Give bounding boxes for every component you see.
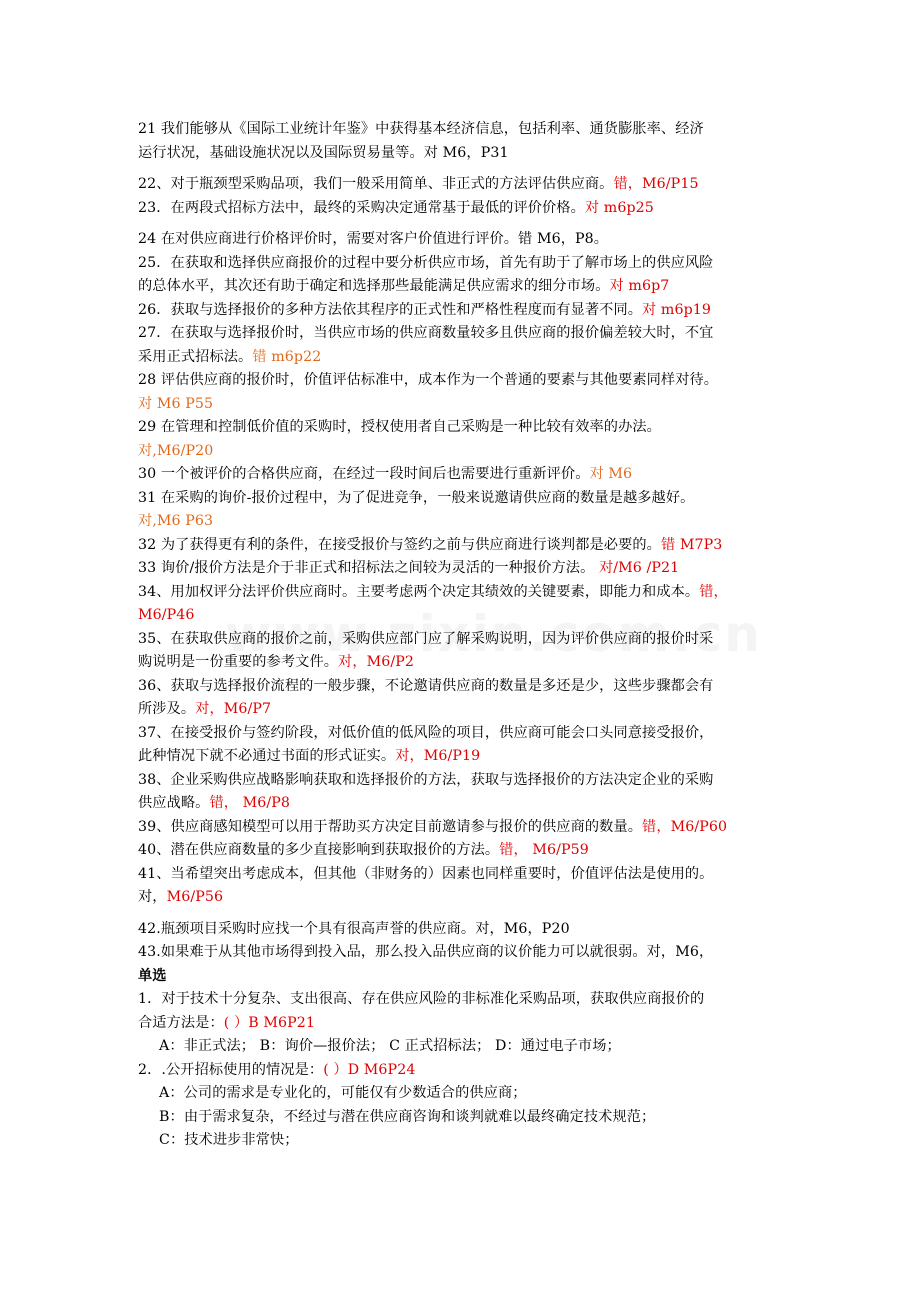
text-line [138,1082,788,1106]
line-text: 40、潜在供应商数量的多少直接影响到获取报价的方法。 [138,842,500,858]
line-text: 23．在两段式招标方法中，最终的采购决定通常基于最低的评价价格。 [138,199,585,216]
line-text: 的总体水平，其次还有助于确定和选择那些最能满足供应需求的细分市场。 [138,278,610,294]
paragraph-gap [138,910,788,918]
answer-mark: 对,M6 P63 [138,513,214,529]
text-line [138,463,788,487]
text-line [138,675,788,699]
line-text: A：公司的需求是专业化的，可能仅有少数适合的供应商； [159,1085,527,1101]
line-text: C：技术进步非常快； [159,1132,299,1148]
line-text: 22、对于瓶颈型采购品项，我们一般采用简单、非正式的方法评估供应商。 [138,176,614,192]
line-text: A：非正式法； B：询价—报价法； C 正式招标法； D：通过电子市场； [159,1038,621,1054]
answer-mark: 对 M6 P55 [138,395,214,412]
line-text: 28 评估供应商的报价时，价值评估标准中，成本作为一个普通的要素与其他要素同样对待。 [138,372,719,388]
text-line [138,487,788,511]
line-text: 36、获取与选择报价流程的一般步骤，不论邀请供应商的数量是多还是少，这些步骤都会有 [138,677,714,694]
line-text: 37、在接受报价与签约阶段，对低价值的低风险的项目，供应商可能会口头同意接受报价， [138,724,714,741]
line-text: 31 在采购的询价-报价过程中，为了促进竞争，一般来说邀请供应商的数量是越多越好。 [138,489,695,506]
answer-mark: 对/M6 /P21 [598,560,680,576]
paragraph-gap [138,220,788,228]
answer-mark: 错， M6/P8 [209,795,291,811]
line-text: 合适方法是： [138,1014,224,1031]
line-text: 此种情况下就不必通过书面的形式证实。 [138,748,396,764]
text-line [138,557,788,581]
text-line [138,118,788,142]
text-line [138,228,788,252]
line-text: 43.如果难于从其他市场得到投入品，那么投入品供应商的议价能力可以就很弱。对，M6， [138,944,714,960]
text-line [138,440,788,464]
text-line [138,965,788,989]
line-text: 30 一个被评价的合格供应商，在经过一段时间后也需要进行重新评价。 [138,466,590,482]
line-text: 29 在管理和控制低价值的采购时，授权使用者自己采购是一种比较有效率的办法。 [138,419,661,435]
text-line [138,252,788,276]
answer-mark: 对,M6/P20 [138,442,214,459]
text-line [138,1059,788,1083]
line-text: 运行状况，基础设施状况以及国际贸易量等。对 M6，P31 [138,144,509,161]
answer-mark: 错 m6p22 [252,348,322,365]
text-line [138,918,788,942]
paragraph-gap [138,165,788,173]
text-line [138,142,788,166]
line-text: 采用正式招标法。 [138,348,253,365]
line-text: 1．对于技术十分复杂、支出很高、存在供应风险的非标准化采购品项，获取供应商报价的 [138,991,705,1007]
answer-mark: 错，M6/P60 [642,818,728,835]
text-line [138,416,788,440]
text-line [138,941,788,965]
line-text: 25．在获取和选择供应商报价的过程中要分析供应市场，首先有助于了解市场上的供应风险 [138,254,714,271]
line-text: 供应战略。 [138,795,210,811]
text-line [138,173,788,197]
text-line [138,197,788,221]
text-line [138,1106,788,1130]
text-line [138,698,788,722]
answer-mark: 错 M7P3 [660,536,723,553]
answer-mark: 对，M6/P7 [195,701,272,717]
answer-mark: 错， M6/P59 [499,842,589,858]
text-line [138,886,788,910]
line-text: B：由于需求复杂，不经过与潜在供应商咨询和谈判就难以最终确定技术规范； [159,1108,656,1125]
text-line [138,1035,788,1059]
text-line [138,534,788,558]
text-line [138,816,788,840]
text-line [138,581,788,605]
answer-mark: 对，M6/P2 [338,654,415,670]
answer-mark: 对 M6 [589,466,633,482]
answer-mark: 对 m6p19 [642,301,712,318]
text-line [138,792,788,816]
section-heading: 单选 [138,967,167,984]
line-text: 39、供应商感知模型可以用于帮助买方决定目前邀请参与报价的供应商的数量。 [138,818,643,835]
answer-mark: 对 m6p7 [609,278,670,294]
answer-mark: ( ）D M6P24 [323,1061,416,1078]
line-text: 26．获取与选择报价的多种方法依其程序的正式性和严格性程度而有显著不同。 [138,301,643,318]
text-line [138,745,788,769]
text-line [138,604,788,628]
answer-mark: M6/P56 [166,889,224,905]
answer-mark: ( ）B M6P21 [223,1014,316,1031]
text-line [138,628,788,652]
document-body [138,118,788,1153]
line-text: 34、用加权评分法评价供应商时。主要考虑两个决定其绩效的关键要素，即能力和成本。 [138,583,700,600]
text-line [138,863,788,887]
text-line [138,1012,788,1036]
text-line [138,299,788,323]
line-text: 21 我们能够从《国际工业统计年鉴》中获得基本经济信息，包括利率、通货膨胀率、经济 [138,121,704,137]
text-line [138,510,788,534]
answer-mark: M6/P46 [138,607,195,623]
line-text: 购说明是一份重要的参考文件。 [138,654,339,670]
line-text: 32 为了获得更有利的条件，在接受报价与签约之前与供应商进行谈判都是必要的。 [138,536,661,553]
line-text: 所涉及。 [138,701,196,717]
answer-mark: 错，M6/P15 [613,176,699,192]
text-line [138,651,788,675]
text-line [138,769,788,793]
text-line [138,1129,788,1153]
text-line [138,346,788,370]
line-text: 对， [138,889,167,905]
text-line [138,988,788,1012]
text-line [138,839,788,863]
answer-mark: 错， [699,583,728,600]
text-line [138,369,788,393]
line-text: 24 在对供应商进行价格评价时，需要对客户价值进行评价。错 M6，P8。 [138,231,609,247]
line-text: 35、在获取供应商的报价之前，采购供应部门应了解采购说明，因为评价供应商的报价时采 [138,630,714,647]
answer-mark: 对，M6/P19 [395,748,481,764]
line-text: 42.瓶颈项目采购时应找一个具有很高声誉的供应商。对，M6，P20 [138,920,570,937]
answer-mark: 对 m6p25 [584,199,654,216]
text-line [138,393,788,417]
line-text: 38、企业采购供应战略影响获取和选择报价的方法，获取与选择报价的方法决定企业的采购 [138,771,714,788]
line-text: 2．.公开招标使用的情况是： [138,1061,324,1078]
text-line [138,275,788,299]
line-text: 41、当希望突出考虑成本，但其他（非财务的）因素也同样重要时，价值评估法是使用的。 [138,865,714,882]
text-line [138,322,788,346]
line-text: 27．在获取与选择报价时，当供应市场的供应商数量较多且供应商的报价偏差较大时，不宜 [138,325,714,341]
line-text: 33 询价/报价方法是介于非正式和招标法之间较为灵活的一种报价方法。 [138,560,599,576]
text-line [138,722,788,746]
